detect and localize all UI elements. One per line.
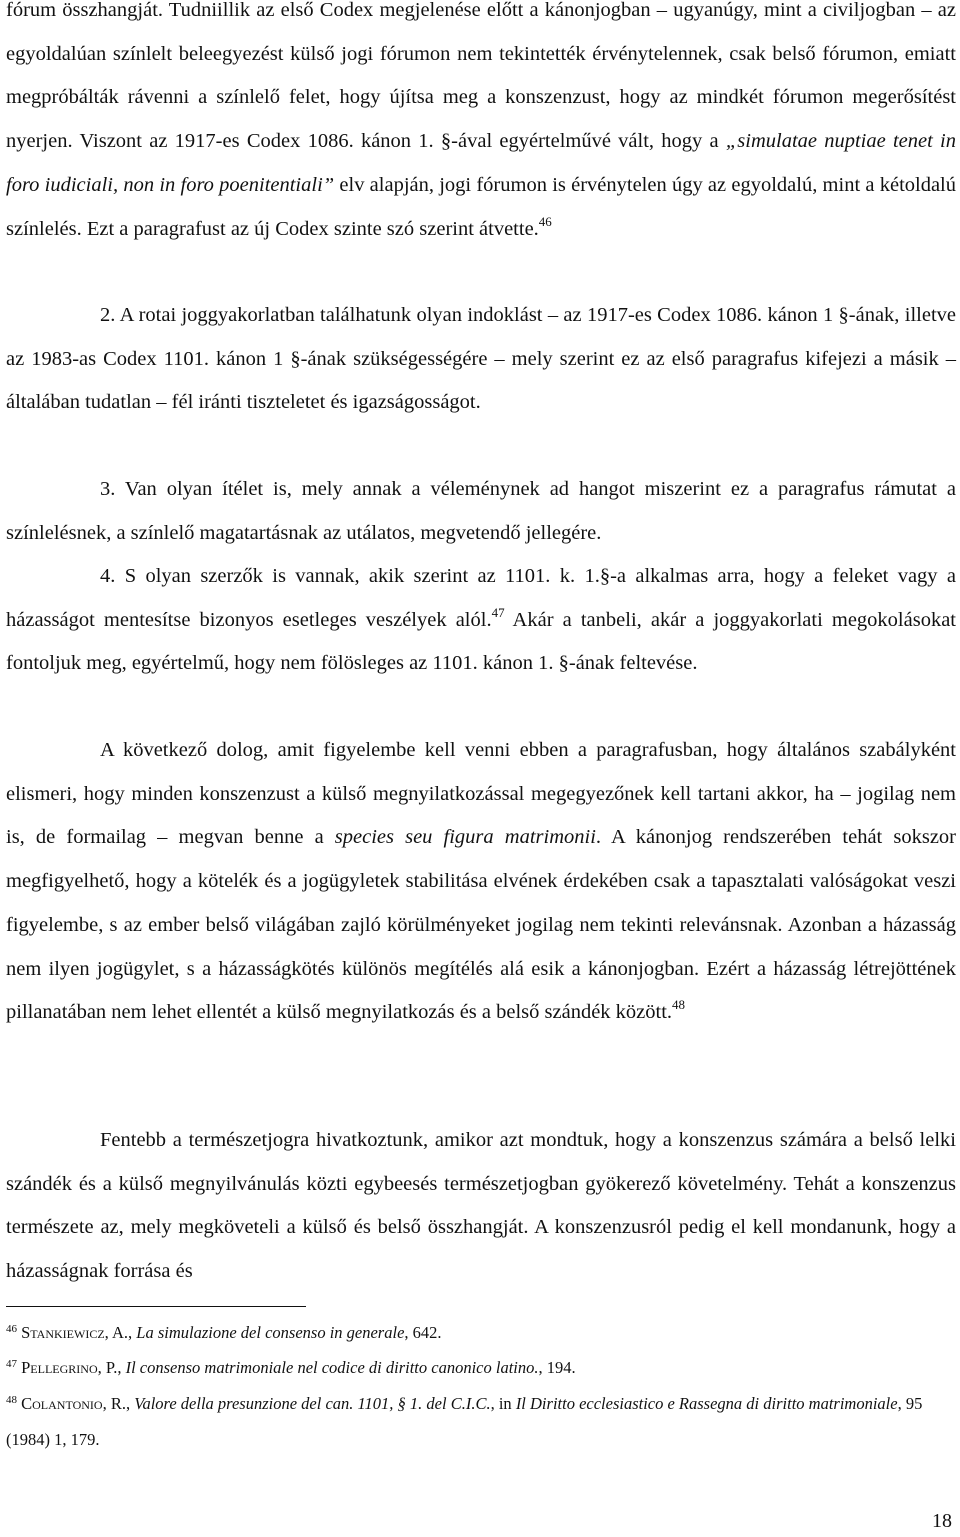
author-name: Stankiewicz, A. xyxy=(21,1323,129,1342)
author-name: Pellegrino, P. xyxy=(21,1358,118,1377)
footnote-number: 47 xyxy=(6,1358,17,1370)
text-run: 3. Van olyan ítélet is, mely annak a véleménynek ad hangot miszerint ez a paragrafus rámutat a színlelésnek, a színlelő magatartásnak az utálatos, megvetendő jellegére. xyxy=(6,478,956,544)
text-run: , xyxy=(125,1394,135,1413)
text-run: fórum összhangját. Tudniillik az első Codex megjelenése előtt a kánonjogban – ugyanúgy, mint a civiljogban – az egyoldalúan színlelt beleegyezést külső jogi fórumon nem tekintették érvénytelennek, csak belső fórumon, emiatt megpróbálták rávenni a színlelő felet, hogy újítsa meg a konszenzust, hogy az mindkét fórumon megerősítést nyerjen. Viszont az 1917-es Codex 1086. kánon 1. §-ával egyértelművé vált, hogy a xyxy=(6,0,956,153)
body-paragraph-2 xyxy=(6,294,956,425)
text-run: . A kánonjog rendszerében tehát sokszor megfigyelhető, hogy a kötelék és a jogügyletek stabilitása elvének érdekében csak a tapasztalati valóságokat veszi figyelembe, s az ember belső világában zajló körülményeket jogilag nem tekinti relevánsnak. Azonban a házasság nem ilyen jogügylet, s a házasságkötés különös megítélés alá esik a kánonjogban. Ezért a házasság létrejöttének pillanatában nem lehet ellentét a külső megnyilatkozás és a belső szándék között. xyxy=(6,826,956,1024)
footnote-separator xyxy=(6,1306,306,1307)
text-run: , 642. xyxy=(404,1323,442,1342)
text-run: , in xyxy=(490,1394,516,1413)
italic-text: „simulatae nuptiae tenet in foro iudiciali, non in foro poenitentiali” xyxy=(6,130,956,196)
italic-text: Il Diritto ecclesiastico e Rassegna di diritto matrimoniale xyxy=(515,1394,898,1413)
italic-text: species seu figura matrimonii xyxy=(334,826,596,849)
author-name: Colantonio, R. xyxy=(21,1394,126,1413)
italic-text: Il consenso matrimoniale nel codice di diritto canonico latino. xyxy=(125,1358,539,1377)
body-paragraph-3 xyxy=(6,468,956,555)
text-run: 4. S olyan szerzők is vannak, akik szerint az 1101. k. 1.§-a alkalmas arra, hogy a feleket vagy a házasságot mentesítse bizonyos esetleges veszélyek alól. xyxy=(6,565,956,631)
footnote-46 xyxy=(6,1315,956,1351)
text-run: , 95 (1984) 1, 179. xyxy=(6,1394,923,1449)
text-run: , xyxy=(117,1358,126,1377)
body-paragraph-4 xyxy=(6,555,956,686)
text-run: A következő dolog, amit figyelembe kell venni ebben a paragrafusban, hogy általános szabályként elismeri, hogy minden konszenzust a külső megnyilatkozással megegyezőnek kell tartani akkor, ha – jogilag nem is, de formailag – megvan benne a xyxy=(6,739,956,849)
body-paragraph-1 xyxy=(6,0,956,251)
body-paragraph-6 xyxy=(6,1119,956,1294)
text-run: Akár a tanbeli, akár a joggyakorlati megokolásokat fontoljuk meg, egyértelmű, hogy nem fölösleges az 1101. kánon 1. §-ának feltevése. xyxy=(6,608,956,675)
footnote-47 xyxy=(6,1350,956,1386)
footnote-number: 46 xyxy=(6,1323,17,1335)
footnote-number: 48 xyxy=(6,1394,17,1406)
body-paragraph-5 xyxy=(6,729,956,1035)
footnote-reference: 48 xyxy=(672,997,686,1013)
page-number: 18 xyxy=(932,1510,952,1532)
text-run: 2. A rotai joggyakorlatban találhatunk olyan indoklást – az 1917-es Codex 1086. kánon 1 §-ának, illetve az 1983-as Codex 1101. kánon 1 §-ának szükségességére – mely szerint ez az első paragrafus kifejezi a másik – általában tudatlan – fél iránti tiszteletet és igazságosságot. xyxy=(6,304,956,414)
footnote-reference: 46 xyxy=(538,213,552,229)
italic-text: Valore della presunzione del can. 1101, § 1. del C.I.C. xyxy=(134,1394,491,1413)
text-run: elv alapján, jogi fórumon is érvénytelen úgy az egyoldalú, mint a kétoldalú színlelés. Ezt a paragrafust az új Codex szinte szó szerint átvette. xyxy=(6,173,956,240)
text-run: Fentebb a természetjogra hivatkoztunk, amikor azt mondtuk, hogy a konszenzus számára a belső lelki szándék és a külső megnyilvánulás közti egybeesés természetjogban gyökerező követelmény. Tehát a konszenzus természete az, mely megköveteli a külső és belső összhangját. A konszenzusról pedig el kell mondanunk, hogy a házasságnak forrása és xyxy=(6,1129,956,1283)
italic-text: La simulazione del consenso in generale xyxy=(136,1323,405,1342)
text-run: , 194. xyxy=(538,1358,576,1377)
text-run: , xyxy=(128,1323,137,1342)
footnote-reference: 47 xyxy=(491,604,505,620)
footnote-48 xyxy=(6,1386,956,1458)
